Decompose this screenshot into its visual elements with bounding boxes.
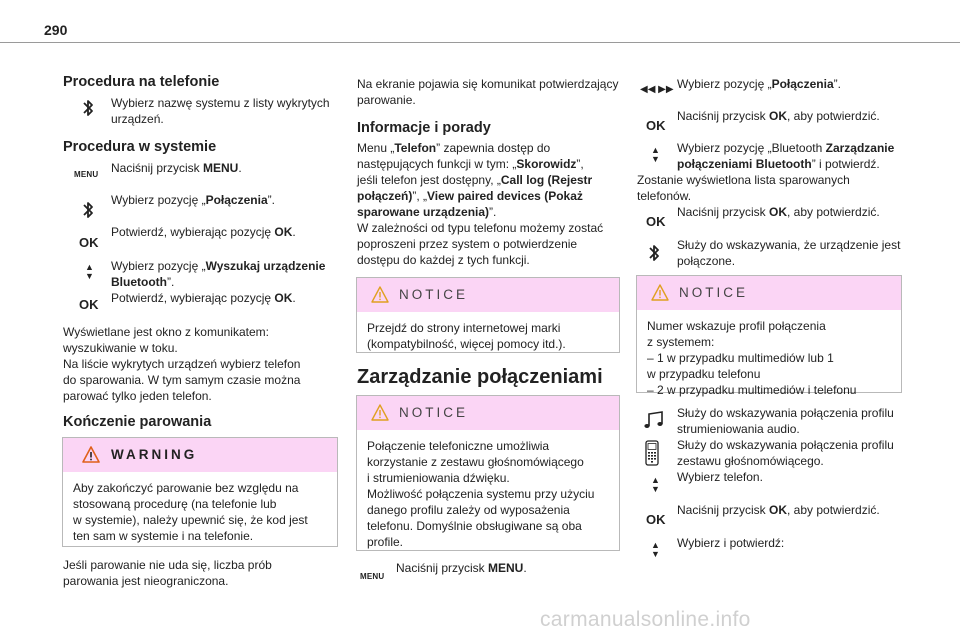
bluetooth-icon (80, 199, 96, 226)
warning-text: Aby zakończyć parowanie bez względu na stosowaną procedurę (na telefonie lub w systemie), należy upewnić się, że kod jest ten sam w systemie i na telefonie. (73, 481, 308, 543)
notice-title: NOTICE (399, 287, 469, 302)
notice-text: Przejdź do strony internetowej marki (kompatybilność, więcej pomocy itd.). (367, 321, 566, 351)
right-step-4-text: Naciśnij przycisk OK, aby potwierdzić. (677, 205, 880, 219)
warning-triangle-icon (82, 446, 100, 463)
retry-info-paragraph: Jeśli parowanie nie uda się, liczba prób parowania jest nieograniczona. (63, 558, 272, 588)
watermark: carmanualsonline.info (540, 608, 751, 631)
right-step-5-text: Służy do wskazywania, że urządzenie jest połączone. (677, 238, 901, 268)
paired-list-info: Zostanie wyświetlona lista sparowanych telefonów. (637, 173, 850, 203)
right-step-8-text: Wybierz telefon. (677, 470, 763, 484)
step-3-text: Potwierdź, wybierając pozycję OK. (111, 225, 296, 239)
ok-button-icon: OK (646, 214, 666, 229)
ok-button-icon: OK (79, 235, 99, 250)
notice-box-profiles (356, 395, 620, 551)
left-right-arrows-icon: ◀◀ ▶▶ (640, 84, 674, 95)
bluetooth-icon (646, 242, 662, 269)
step-menu-text: Naciśnij przycisk MENU. (396, 561, 527, 575)
heading-info-tips: Informacje i porady (357, 120, 491, 136)
warning-box (62, 437, 338, 547)
notice-text: Numer wskazuje profil połączenia z systemem: – 1 w przypadku multimediów lub 1 w przypadku telefonu – 2 w przypadku multimediów i telefonu (647, 319, 857, 397)
phone-keypad-icon (645, 440, 659, 471)
step-5-text: Potwierdź, wybierając pozycję OK. (111, 291, 296, 305)
heading-system-procedure: Procedura w systemie (63, 139, 217, 155)
menu-button-icon: MENU (74, 170, 99, 179)
notice-triangle-icon (371, 404, 389, 421)
right-step-9-text: Naciśnij przycisk OK, aby potwierdzić. (677, 503, 880, 517)
up-down-arrows-icon: ▲ ▼ (651, 145, 660, 164)
notice-box-profile-number (636, 275, 902, 397)
pairing-confirmation-text: Na ekranie pojawia się komunikat potwierdzający parowanie. (357, 77, 619, 107)
step-1-text: Naciśnij przycisk MENU. (111, 161, 242, 175)
ok-button-icon: OK (646, 118, 666, 133)
bluetooth-icon (80, 97, 96, 124)
menu-button-icon: MENU (360, 572, 385, 581)
notice-text: Połączenie telefoniczne umożliwia korzystanie z zestawu głośnomówiącego i strumieniowania dźwięku. Możliwość połączenia systemu przy użyciu danego profilu zależy od wyposażenia telefonu. Domyślnie obsługiwane są oba profile. (367, 439, 595, 549)
right-step-2-text: Naciśnij przycisk OK, aby potwierdzić. (677, 109, 880, 123)
notice-triangle-icon (651, 284, 669, 301)
right-step-6-text: Służy do wskazywania połączenia profilu strumieniowania audio. (677, 406, 894, 436)
notice-box-website (356, 277, 620, 353)
info-tips-paragraph: Menu „Telefon” zapewnia dostęp do następujących funkcji w tym: „Skorowidz”, jeśli telefon jest dostępny, „Call log (Rejestr połączeń)”, „View paired devices (Pokaż sparowane urządzenia)”. W zależności od typu telefonu możemy zostać poproszeni przez system o potwierdzenie dostępu do każdej z tych funkcji. (357, 141, 604, 267)
warning-title: WARNING (111, 447, 198, 462)
step-phone-text: Wybierz nazwę systemu z listy wykrytych urządzeń. (111, 96, 330, 126)
notice-triangle-icon (371, 286, 389, 303)
search-info-paragraph: Wyświetlane jest okno z komunikatem: wyszukiwanie w toku. Na liście wykrytych urządzeń wybierz telefon do sparowania. W tym samym czasie można parować tylko jeden telefon. (63, 325, 301, 403)
page-number: 290 (44, 22, 68, 38)
right-step-10-text: Wybierz i potwierdź: (677, 536, 785, 550)
ok-button-icon: OK (646, 512, 666, 527)
header-divider (0, 42, 960, 43)
notice-title: NOTICE (679, 285, 749, 300)
heading-end-pairing: Kończenie parowania (63, 414, 212, 430)
heading-phone-procedure: Procedura na telefonie (63, 74, 220, 90)
right-step-3-text: Wybierz pozycję „Bluetooth Zarządzanie połączeniami Bluetooth” i potwierdź. (677, 141, 895, 171)
step-4-text: Wybierz pozycję „Wyszukaj urządzenie Bluetooth”. (111, 259, 326, 289)
step-2-text: Wybierz pozycję „Połączenia”. (111, 193, 275, 207)
right-step-7-text: Służy do wskazywania połączenia profilu zestawu głośnomówiącego. (677, 438, 894, 468)
ok-button-icon: OK (79, 297, 99, 312)
music-note-icon (643, 410, 665, 435)
up-down-arrows-icon: ▲ ▼ (651, 475, 660, 494)
right-step-1-text: Wybierz pozycję „Połączenia”. (677, 77, 841, 91)
notice-title: NOTICE (399, 405, 469, 420)
up-down-arrows-icon: ▲ ▼ (651, 540, 660, 559)
heading-manage-connections: Zarządzanie połączeniami (357, 366, 603, 388)
up-down-arrows-icon: ▲ ▼ (85, 262, 94, 281)
